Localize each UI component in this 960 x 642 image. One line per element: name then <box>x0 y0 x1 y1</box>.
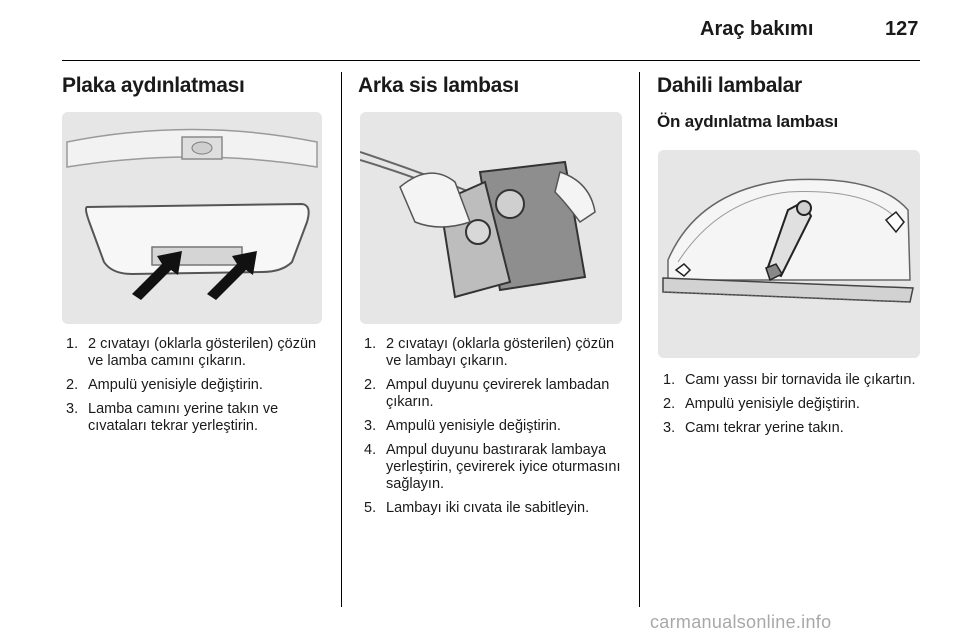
front-courtesy-light-illustration <box>658 150 920 358</box>
step-number: 1. <box>66 336 79 352</box>
rear-fog-light-illustration <box>360 112 622 324</box>
step-text: Camı tekrar yerine takın. <box>685 420 844 436</box>
list-item <box>362 442 624 493</box>
step-number: 3. <box>66 401 79 417</box>
list-item <box>64 401 334 435</box>
step-text: Ampul duyunu çevirerek lambadan çıkarın. <box>386 377 610 410</box>
license-plate-light-illustration <box>62 112 322 324</box>
list-item <box>362 377 624 411</box>
front-courtesy-light-steps <box>661 372 921 444</box>
column-heading: Dahili lambalar <box>657 74 802 97</box>
step-number: 2. <box>663 396 676 412</box>
step-text: Camı yassı bir tornavida ile çıkartın. <box>685 372 916 388</box>
step-text: Lambayı iki cıvata ile sabitleyin. <box>386 500 590 516</box>
column-heading: Arka sis lambası <box>358 74 519 97</box>
page-number: 127 <box>885 18 919 40</box>
column-rear-fog-light <box>358 74 628 98</box>
step-number: 1. <box>663 372 676 388</box>
column-license-plate-light <box>62 74 332 98</box>
section-title: Araç bakımı <box>700 18 814 40</box>
step-text: Ampulü yenisiyle değiştirin. <box>685 396 860 412</box>
step-number: 3. <box>663 420 676 436</box>
column-interior-lights <box>657 74 922 132</box>
license-plate-steps <box>64 336 334 442</box>
column-divider-2 <box>639 72 640 607</box>
step-text: Ampulü yenisiyle değiştirin. <box>88 377 263 393</box>
list-item <box>64 336 334 370</box>
step-text: Lamba camını yerine takın ve cıvataları tekrar yerleştirin. <box>88 401 279 434</box>
list-item <box>661 420 921 437</box>
header-rule <box>62 60 920 61</box>
list-item <box>64 377 334 394</box>
list-item <box>362 418 624 435</box>
step-number: 1. <box>364 336 377 352</box>
step-number: 2. <box>66 377 79 393</box>
step-text: 2 cıvatayı (oklarla gösterilen) çözün ve lamba camını çıkarın. <box>88 336 317 369</box>
step-number: 5. <box>364 500 377 516</box>
site-watermark: carmanualsonline.info <box>650 612 832 632</box>
column-divider-1 <box>341 72 342 607</box>
list-item <box>661 372 921 389</box>
step-number: 3. <box>364 418 377 434</box>
column-heading: Plaka aydınlatması <box>62 74 245 97</box>
step-number: 2. <box>364 377 377 393</box>
step-text: Ampul duyunu bastırarak lambaya yerleştirin, çevirerek iyice oturmasını sağlayın. <box>386 442 621 492</box>
rear-fog-light-steps <box>362 336 624 524</box>
step-text: 2 cıvatayı (oklarla gösterilen) çözün ve lambayı çıkarın. <box>386 336 615 369</box>
list-item <box>661 396 921 413</box>
step-text: Ampulü yenisiyle değiştirin. <box>386 418 561 434</box>
list-item <box>362 500 624 517</box>
step-number: 4. <box>364 442 377 458</box>
column-subheading: Ön aydınlatma lambası <box>657 112 838 131</box>
list-item <box>362 336 624 370</box>
